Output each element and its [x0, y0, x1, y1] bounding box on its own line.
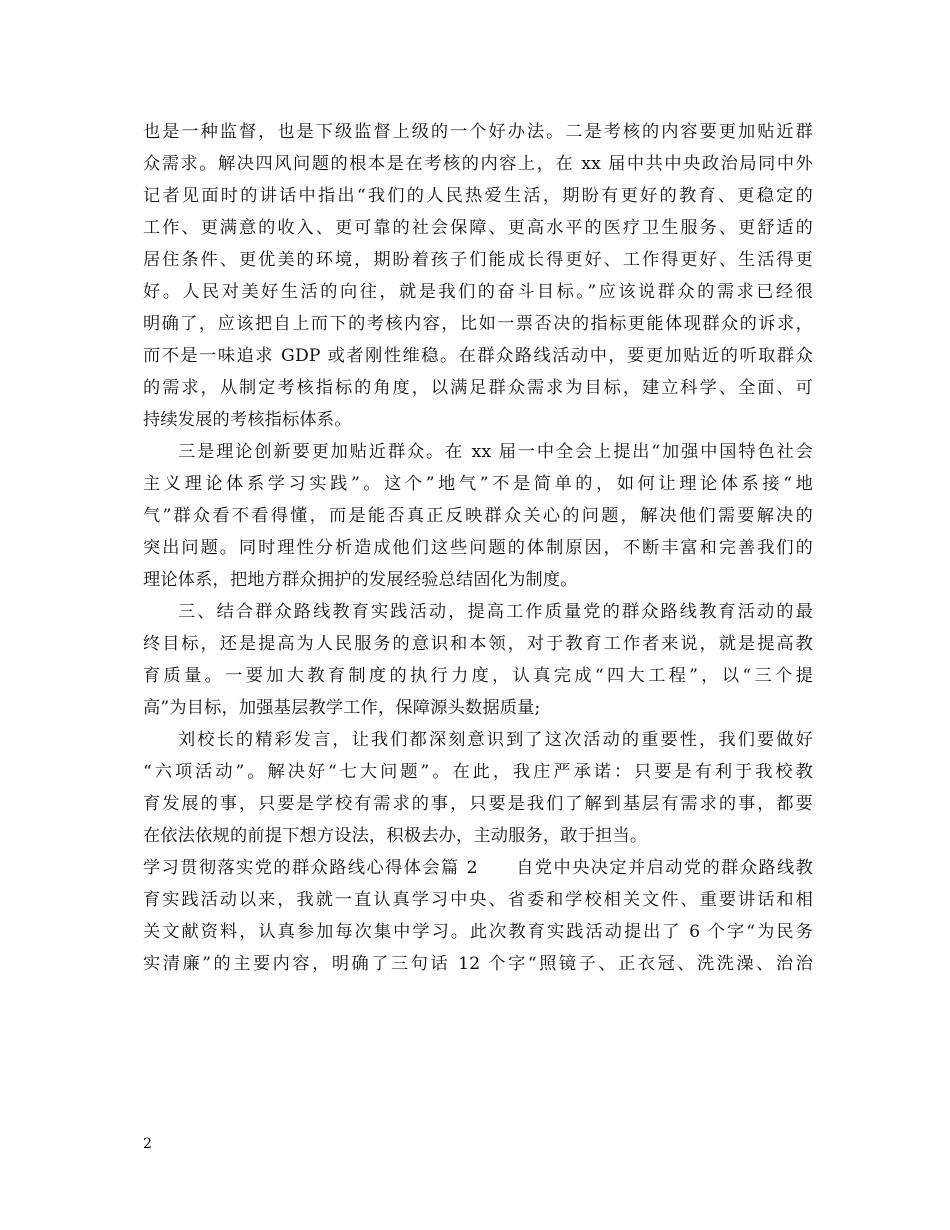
text-line: 的需求，从制定考核指标的角度，以满足群众需求为目标，建立科学、全面、可	[143, 378, 813, 398]
body-text	[143, 116, 813, 980]
text-line: 气”群众看不看得懂，而是能否真正反映群众关心的问题，解决他们需要解决的	[143, 506, 813, 526]
text-line: 突出问题。同时理性分析造成他们这些问题的体制原因，不断丰富和完善我们的	[143, 538, 813, 558]
text-line: “六项活动”。解决好“七大问题”。在此，我庄严承诺：只要是有利于我校教	[143, 762, 813, 782]
page-number: 2	[143, 1136, 152, 1152]
text-line: 工作、更满意的收入、更可靠的社会保障、更高水平的医疗卫生服务、更舒适的	[143, 218, 813, 238]
text-line: 育质量。一要加大教育制度的执行力度，认真完成“四大工程”，以“三个提	[143, 666, 813, 686]
text-line: 三是理论创新要更加贴近群众。在 xx 届一中全会上提出“加强中国特色社会	[178, 442, 813, 462]
text-line: 也是一种监督，也是下级监督上级的一个好办法。二是考核的内容要更加贴近群	[143, 122, 813, 142]
text-line: 在依法依规的前提下想方设法，积极去办，主动服务，敢于担当。	[143, 826, 648, 846]
text-line: 记者见面时的讲话中指出“我们的人民热爱生活，期盼有更好的教育、更稳定的	[143, 186, 813, 206]
text-line: 学习贯彻落实党的群众路线心得体会篇 2 自党中央决定并启动党的群众路线教	[143, 858, 813, 878]
text-line: 育实践活动以来，我就一直认真学习中央、省委和学校相关文件、重要讲话和相	[143, 890, 813, 910]
text-line: 众需求。解决四风问题的根本是在考核的内容上，在 xx 届中共中央政治局同中外	[143, 154, 813, 174]
text-line: 实清廉”的主要内容，明确了三句话 12 个字“照镜子、正衣冠、洗洗澡、治治	[143, 954, 813, 974]
text-line: 育发展的事，只要是学校有需求的事，只要是我们了解到基层有需求的事，都要	[143, 794, 813, 814]
text-line: 居住条件、更优美的环境，期盼着孩子们能成长得更好、工作得更好、生活得更	[143, 250, 813, 270]
text-line: 刘校长的精彩发言，让我们都深刻意识到了这次活动的重要性，我们要做好	[178, 730, 813, 750]
text-line: 关文献资料，认真参加每次集中学习。此次教育实践活动提出了 6 个字“为民务	[143, 922, 813, 942]
text-line: 高”为目标，加强基层教学工作，保障源头数据质量;	[143, 698, 541, 718]
text-line: 理论体系，把地方群众拥护的发展经验总结固化为制度。	[143, 570, 578, 590]
text-line: 主义理论体系学习实践”。这个”地气”不是简单的，如何让理论体系接“地	[143, 474, 813, 494]
text-line: 持续发展的考核指标体系。	[143, 410, 352, 430]
text-line: 三、结合群众路线教育实践活动，提高工作质量党的群众路线教育活动的最	[178, 602, 813, 622]
text-line: 而不是一味追求 GDP 或者刚性维稳。在群众路线活动中，要更加贴近的听取群众	[143, 346, 813, 366]
text-line: 终目标，还是提高为人民服务的意识和本领，对于教育工作者来说，就是提高教	[143, 634, 813, 654]
text-line: 明确了，应该把自上而下的考核内容，比如一票否决的指标更能体现群众的诉求，	[143, 314, 813, 334]
text-line: 好。人民对美好生活的向往，就是我们的奋斗目标。”应该说群众的需求已经很	[143, 282, 813, 302]
